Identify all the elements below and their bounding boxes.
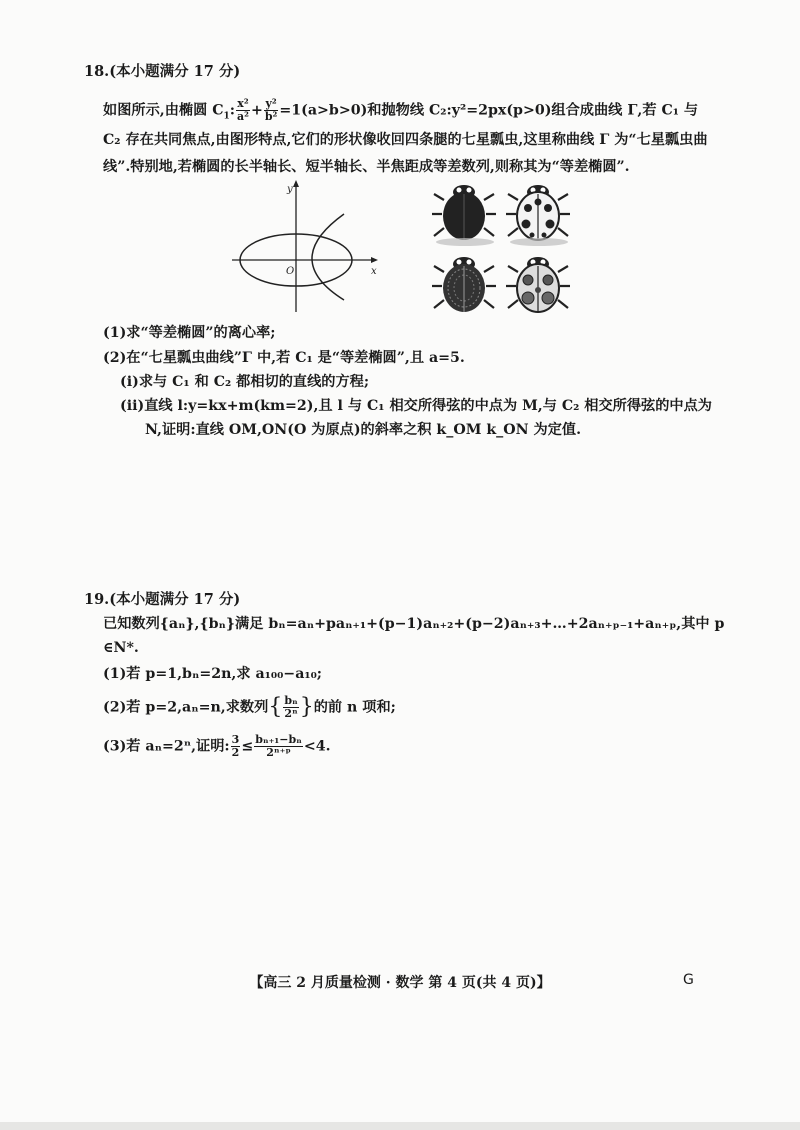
ellipse-frac-y (264, 98, 279, 123)
q19-part2-pre: (2)若 p=2,aₙ=n,求数列 (103, 699, 269, 716)
q19-part3-frac1-den: 2 (231, 746, 240, 759)
q18-plus: + (250, 102, 263, 119)
ladybug-dark-image (432, 180, 496, 244)
q19-heading: 19.(本小题满分 17 分) (84, 591, 241, 608)
ladybug-textured-image (432, 252, 496, 316)
q19-part2-frac (283, 695, 298, 720)
ellipse-frac-y-num: y² (265, 97, 277, 110)
q19-part3-frac2 (254, 734, 303, 759)
q19-part2-brace-right: } (299, 694, 314, 720)
x-axis-label: x (371, 266, 377, 277)
q19-line1: 已知数列{aₙ},{bₙ}满足 bₙ=aₙ+paₙ₊₁+(p−1)aₙ₊₂+(p−2)aₙ₊₃+…+2aₙ₊ₚ₋₁+aₙ₊ₚ,其中 p (103, 616, 725, 632)
q19-part2 (103, 695, 396, 720)
paper-code: G (683, 972, 694, 988)
q19-part1: (1)若 p=1,bₙ=2n,求 a₁₀₀−a₁₀; (103, 666, 323, 682)
ladybug-spotted-image (506, 180, 570, 244)
q18-part2-i: (ⅰ)求与 C₁ 和 C₂ 都相切的直线的方程; (120, 374, 370, 390)
y-axis-label: y (287, 184, 293, 195)
parabola-c2 (312, 214, 344, 300)
q19-part2-frac-den: 2ⁿ (284, 707, 298, 720)
ladybug-patterned-image (506, 252, 570, 316)
ellipse-frac-x (236, 98, 250, 123)
q19-part3-frac1-num: 3 (231, 733, 240, 746)
q19-part2-frac-num: bₙ (284, 694, 298, 707)
q18-intro-pre: 如图所示,由椭圆 C (103, 102, 224, 119)
scan-bottom-edge (0, 1122, 800, 1130)
q19-part3 (103, 734, 331, 759)
q18-intro-line1 (103, 98, 698, 126)
q19-part2-brace-left: { (268, 694, 283, 720)
ellipse-frac-x-num: x² (237, 97, 249, 110)
y-axis-arrow (293, 180, 299, 187)
ellipse-frac-y-den: b² (264, 110, 278, 123)
q18-intro-line2: C₂ 存在共同焦点,由图形特点,它们的形状像收回四条腿的七星瓢虫,这里称曲线 Γ 为“七星瓢虫曲 (103, 132, 708, 148)
ladybug-shadow (436, 238, 494, 246)
q18-intro-sub1: 1 (223, 111, 230, 122)
origin-label: O (286, 266, 295, 277)
q18-part2-ii-line1: (ⅱ)直线 l:y=kx+m(km=2),且 l 与 C₁ 相交所得弦的中点为 M,与 C₂ 相交所得弦的中点为 (120, 398, 712, 414)
ladybug-shadow-2 (510, 238, 568, 246)
q19-part3-frac1 (231, 734, 241, 759)
q18-intro-mid: =1(a>b>0)和抛物线 C₂:y²=2px(p>0)组合成曲线 Γ,若 C₁ 与 (279, 102, 699, 119)
q19-part3-post: <4. (303, 738, 331, 755)
q18-heading: 18.(本小题满分 17 分) (84, 63, 241, 80)
ellipse-parabola-figure (228, 180, 380, 315)
q18-part2: (2)在“七星瓢虫曲线”Γ 中,若 C₁ 是“等差椭圆”,且 a=5. (103, 350, 465, 366)
q19-part3-pre: (3)若 aₙ=2ⁿ,证明: (103, 738, 230, 755)
q18-intro-colon: : (229, 102, 235, 119)
ellipse-frac-x-den: a² (237, 110, 249, 123)
q18-part2-ii-line2: N,证明:直线 OM,ON(O 为原点)的斜率之积 k_OM k_ON 为定值. (145, 422, 582, 438)
q19-part3-frac2-den: 2ⁿ⁺ᵖ (266, 746, 291, 759)
q19-line2: ∈N*. (103, 640, 139, 656)
page-footer: 【高三 2 月质量检测 · 数学 第 4 页(共 4 页)】 (249, 975, 551, 991)
q19-part2-post: 的前 n 项和; (313, 699, 396, 716)
q18-intro-line3: 线”.特别地,若椭圆的长半轴长、短半轴长、半焦距成等差数列,则称其为“等差椭圆”. (103, 159, 630, 175)
x-axis-arrow (371, 257, 378, 263)
q18-part1: (1)求“等差椭圆”的离心率; (103, 325, 276, 341)
q19-part3-leq: ≤ (241, 738, 254, 755)
q19-part3-frac2-num: bₙ₊₁−bₙ (255, 733, 302, 746)
